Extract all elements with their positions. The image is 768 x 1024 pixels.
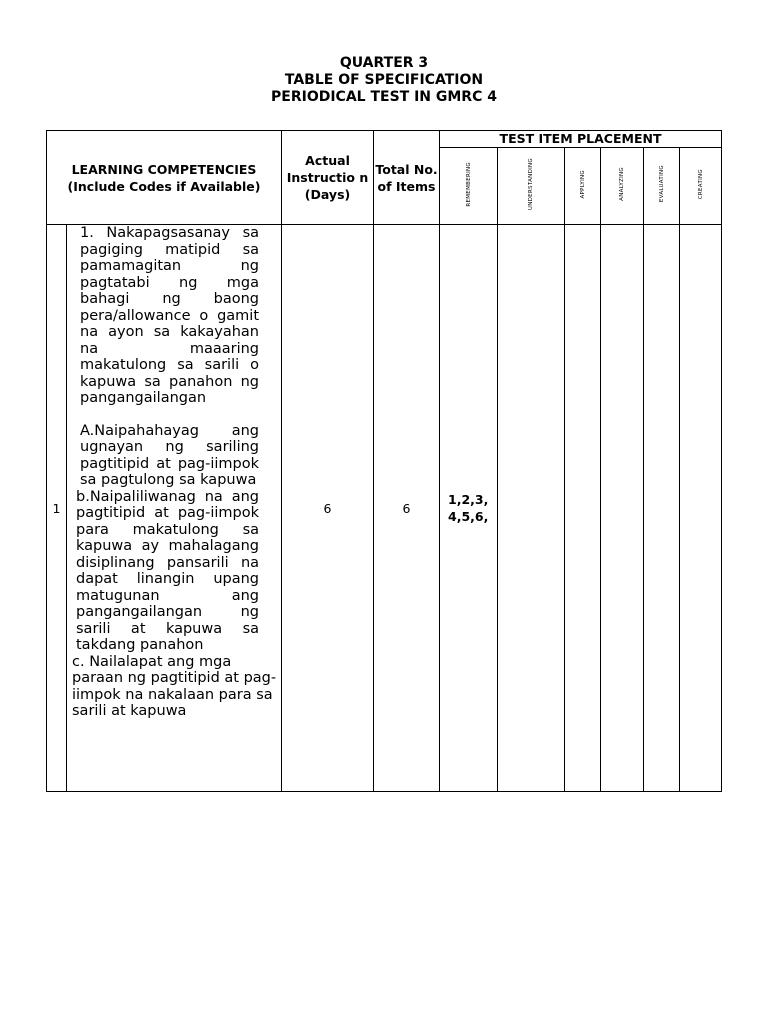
level-creating-header: CREATING — [680, 148, 722, 225]
competency-b: b.Naipaliliwanag na ang pagtitipid at pag-iimpok para makatulong sa kapuwa ay mahalagang disiplinang pansarili na dapat linangin upang matugunan ang pangangailangan ng sarili at kapuwa sa takdang panahon — [76, 488, 260, 653]
title-periodical-test: PERIODICAL TEST IN GMRC 4 — [271, 89, 497, 105]
competency-a: A.Naipahahayag ang ugnayan ng sariling pagtitipid at pag-iimpok sa pagtulong sa kapuwa — [80, 422, 260, 488]
total-items-header: Total No. of Items — [374, 131, 440, 225]
test-item-placement-header: TEST ITEM PLACEMENT — [440, 131, 722, 148]
learning-competencies-header: LEARNING COMPETENCIES (Include Codes if Available) — [47, 131, 282, 225]
applying-items-value — [565, 225, 601, 792]
level-understanding-header: UNDERSTANDING — [498, 148, 565, 225]
understanding-items-value — [498, 225, 565, 792]
competency-cell — [67, 225, 282, 792]
level-remembering-header: REMEMBERING — [440, 148, 498, 225]
header-row — [47, 131, 722, 148]
analyzing-items-value — [601, 225, 644, 792]
evaluating-items-value — [644, 225, 680, 792]
actual-instruction-header: Actual Instructio n (Days) — [282, 131, 374, 225]
competency-main: 1. Nakapagsasanay sa pagiging matipid sa pamamagitan ng pagtatabi ng mga bahagi ng baong pera/allowance o gamit na ayon sa kakayahan na maaaring makatulong sa sarili o kapuwa sa panahon ng pangangailangan — [80, 225, 260, 406]
specification-table — [46, 130, 722, 792]
level-applying-header: APPLYING — [565, 148, 601, 225]
title-table-of-specification: TABLE OF SPECIFICATION — [284, 72, 484, 88]
title-quarter: QUARTER 3 — [339, 55, 429, 71]
creating-items-value — [680, 225, 722, 792]
total-items-value: 6 — [374, 225, 440, 792]
actual-days-value: 6 — [282, 225, 374, 792]
competency-c: c. Nailalapat ang mga paraan ng pagtitipid at pag-iimpok na nakalaan para sa sarili at kapuwa — [72, 653, 277, 719]
table-row — [47, 225, 722, 792]
level-evaluating-header: EVALUATING — [644, 148, 680, 225]
remembering-items-value: 1,2,3, 4,5,6, — [440, 225, 498, 792]
level-analyzing-header: ANALYZING — [601, 148, 644, 225]
row-number: 1 — [47, 225, 67, 792]
document-title — [0, 55, 768, 106]
